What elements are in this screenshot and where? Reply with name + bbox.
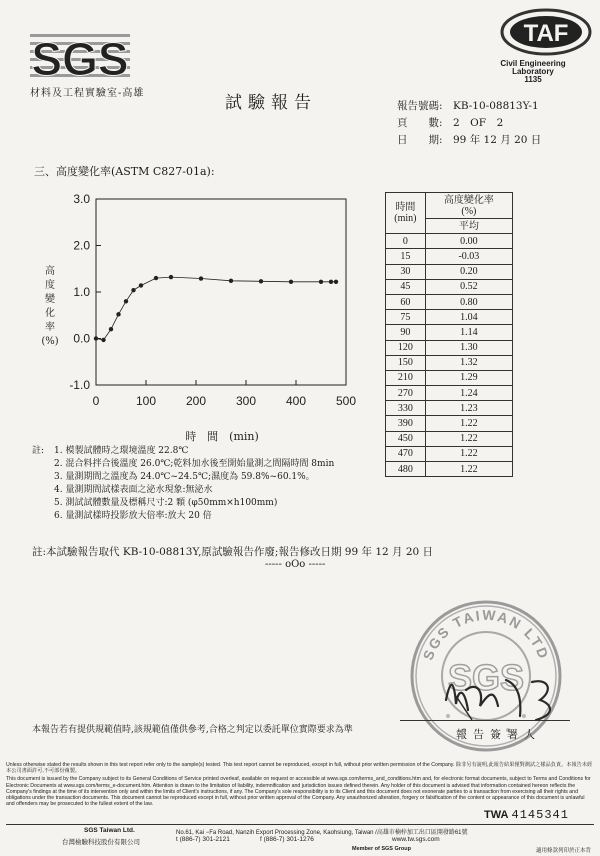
fine-print-results: Unless otherwise stated the results shown in this test report refer only to the sample(s) tested. This test report cannot be reproduced, except in full, without prior written permission of the Company. 除非另有說明,此報告結果僅對測試之樣品負責。本報告未經本公司書面許可,不可部份複製。	[6, 762, 593, 775]
time-cell: 15	[386, 249, 426, 264]
end-marker: ----- oOo -----	[265, 559, 326, 570]
x-axis-label: 時 間 (min)	[185, 430, 259, 443]
data-point	[101, 338, 105, 342]
seal-ring-text: SGS TAIWAN LTD	[419, 606, 553, 663]
x-tick-label: 300	[235, 394, 257, 408]
table-row	[386, 264, 513, 279]
seal-center-text: SGS	[447, 657, 525, 698]
time-cell: 480	[386, 462, 426, 477]
time-cell: 75	[386, 310, 426, 325]
y-axis-label-char: 度	[45, 280, 55, 291]
table-row	[386, 355, 513, 370]
time-cell: 30	[386, 264, 426, 279]
rate-cell: 0.52	[425, 279, 512, 294]
y-axis-label-char: 化	[45, 308, 55, 319]
header-time-label: 時間	[395, 202, 416, 214]
data-point	[116, 312, 120, 316]
height-change-table	[385, 192, 513, 477]
rate-cell: 1.24	[425, 386, 512, 401]
header-time	[386, 193, 426, 234]
y-axis-label	[41, 264, 58, 347]
lab-name: 材料及工程實驗室-高雄	[30, 88, 145, 99]
rate-cell: 1.32	[425, 355, 512, 370]
y-tick-label: 1.0	[73, 285, 90, 299]
rate-cell: 0.00	[425, 234, 512, 249]
sgs-logo-text: SGS	[31, 33, 129, 82]
table-row	[386, 294, 513, 309]
data-point	[169, 275, 173, 279]
company-address: No.61, Kai −Fa Road, Nanzih Export Processing Zone, Kaohsiung, Taiwan /高雄市楠梓加工出口區開發路61號	[176, 830, 468, 836]
accreditation-line-2: Laboratory	[512, 67, 554, 76]
table-row	[386, 325, 513, 340]
replacement-remark: 註:本試驗報告取代 KB-10-08813Y,原試驗報告作廢;報告修改日期 99 年 12 月 20 日	[32, 546, 434, 558]
note-item: 2. 混合料拌合後溫度 26.0℃;乾料加水後至開始量測之間隔時間 8min	[54, 459, 335, 469]
rate-cell: 1.29	[425, 370, 512, 385]
data-point	[289, 280, 293, 284]
time-cell: 470	[386, 446, 426, 461]
fine-print	[6, 762, 594, 809]
data-point	[109, 327, 113, 331]
data-point	[334, 280, 338, 284]
taf-logo	[500, 6, 592, 62]
page-value: 2 OF 2	[453, 117, 504, 129]
x-tick-label: 400	[285, 394, 307, 408]
header-rate-label: 高度變化率	[443, 194, 494, 206]
rate-cell: 1.14	[425, 325, 512, 340]
y-axis-label-char: 變	[45, 294, 55, 305]
time-cell: 45	[386, 279, 426, 294]
x-tick-label: 200	[185, 394, 207, 408]
taf-logo-text: TAF	[523, 20, 569, 47]
signature-line	[400, 720, 570, 721]
time-cell: 90	[386, 325, 426, 340]
note-item: 4. 量測期間試樣表面之泌水現象:無泌水	[54, 485, 213, 495]
data-point	[319, 280, 323, 284]
company-tel: t (886-7) 301-2121	[176, 836, 230, 843]
serial-prefix: TWA	[484, 809, 509, 821]
x-tick-label: 500	[335, 394, 357, 408]
accreditation-line-3: 1135	[524, 75, 542, 84]
table-row	[386, 446, 513, 461]
svg-text:SGS TAIWAN LTD	[420, 607, 553, 663]
date-value: 99 年 12 月 20 日	[453, 134, 542, 146]
section-title: 三、高度變化率(ASTM C827-01a):	[34, 165, 215, 178]
table-row	[386, 249, 513, 264]
table-row	[386, 234, 513, 249]
header-rate-unit: (%)	[461, 205, 477, 217]
time-cell: 150	[386, 355, 426, 370]
company-name-zh: 台灣檢驗科技股份有限公司	[62, 839, 140, 846]
data-point	[154, 276, 158, 280]
data-point	[124, 299, 128, 303]
rate-cell: 1.22	[425, 462, 512, 477]
header-avg: 平均	[425, 219, 512, 234]
rate-cell: 0.20	[425, 264, 512, 279]
y-tick-label: 3.0	[73, 192, 90, 206]
accreditation-line-1: Civil Engineering	[500, 59, 566, 68]
time-cell: 270	[386, 386, 426, 401]
x-tick-label: 0	[92, 394, 100, 408]
member-of-group: Member of SGS Group	[352, 846, 411, 852]
time-cell: 210	[386, 370, 426, 385]
table-row	[386, 340, 513, 355]
header-time-unit: (min)	[394, 213, 417, 225]
company-website: www.tw.sgs.com	[392, 836, 440, 843]
rate-cell: 0.80	[425, 294, 512, 309]
page-label: 頁 數:	[397, 117, 443, 129]
copy-note: 適用條款列印於正本背	[536, 848, 592, 854]
rate-cell: 1.22	[425, 446, 512, 461]
serial-number	[484, 808, 569, 822]
data-point	[139, 283, 143, 287]
note-item: 3. 量測期間之溫度為 24.0℃~24.5℃;濕度為 59.8%~60.1%。	[54, 472, 315, 482]
reference-note: 本報告若有提供規範值時,該規範值僅供參考,合格之判定以委託單位實際要求為準	[32, 725, 353, 735]
height-change-chart	[22, 186, 362, 446]
report-no-label: 報告號碼:	[397, 100, 443, 112]
report-meta	[397, 98, 541, 149]
time-cell: 450	[386, 431, 426, 446]
company-fax: f (886-7) 301-1276	[260, 836, 314, 843]
time-cell: 60	[386, 294, 426, 309]
report-title: 試驗報告	[225, 93, 317, 113]
company-name-en: SGS Taiwan Ltd.	[84, 827, 135, 834]
table-row	[386, 386, 513, 401]
data-point	[131, 288, 135, 292]
table-row	[386, 431, 513, 446]
table-row	[386, 462, 513, 477]
data-point	[94, 336, 98, 340]
rate-cell: 1.22	[425, 416, 512, 431]
serial-value: 4145341	[511, 808, 569, 822]
time-cell: 330	[386, 401, 426, 416]
data-point	[199, 276, 203, 280]
note-item: 5. 測試試體數量及標稱尺寸:2 顆 (φ50mm×h100mm)	[54, 498, 278, 508]
rate-cell: 1.30	[425, 340, 512, 355]
table-row	[386, 370, 513, 385]
table-row	[386, 279, 513, 294]
time-cell: 390	[386, 416, 426, 431]
y-tick-label: 0.0	[73, 331, 90, 346]
date-label: 日 期:	[397, 134, 443, 146]
y-axis-label-char: 高	[45, 266, 55, 277]
note-item: 1. 模製試體時之環境溫度 22.8℃	[54, 446, 189, 456]
header-rate	[425, 193, 512, 219]
data-point	[259, 279, 263, 283]
sgs-logo	[30, 30, 130, 82]
rate-cell: 1.22	[425, 431, 512, 446]
time-cell: 0	[386, 234, 426, 249]
table-row	[386, 416, 513, 431]
rate-cell: -0.03	[425, 249, 512, 264]
y-axis-label-char: (%)	[41, 336, 59, 347]
signer-label: 報告簽署人	[456, 728, 541, 741]
y-tick-label: -1.0	[69, 378, 90, 392]
report-no: KB-10-08813Y-1	[453, 100, 539, 112]
rate-cell: 1.04	[425, 310, 512, 325]
data-point	[229, 279, 233, 283]
rate-cell: 1.23	[425, 401, 512, 416]
y-axis-label-char: 率	[45, 322, 55, 333]
notes-prefix: 註:	[32, 446, 45, 456]
table-row	[386, 310, 513, 325]
footer-rule	[6, 824, 594, 825]
y-tick-label: 2.0	[73, 238, 90, 253]
table-row	[386, 401, 513, 416]
data-point	[329, 280, 333, 284]
x-tick-label: 100	[135, 394, 157, 408]
note-item: 6. 量測試樣時投影放大倍率:放大 20 倍	[54, 511, 212, 521]
notes	[32, 445, 334, 523]
fine-print-conditions: This document is issued by the Company subject to its General Conditions of Service printed overleaf, available on request or accessible at www.sgs.com/terms_and_conditions.htm and, for electronic format documents, subject to Terms and Conditions for Electronic Documents at www.sgs.com/terms_e-document.htm. Attention is drawn to the limitation of liability, indemnification and jurisdiction issues defined therein. Any holder of this document is advised that information contained hereon reflects the Company's findings at the time of its intervention only and within the limits of Client's instructions, if any. The Company's sole responsibility is to its Client and this document does not exonerate parties to a transaction from exercising all their rights and obligations under the transaction documents. This document cannot be reproduced except in full, without prior written approval of the Company. Any unauthorized alteration, forgery or falsification of the content or appearance of this document is unlawful and offenders may be prosecuted to the fullest extent of the law.	[6, 776, 591, 808]
time-cell: 120	[386, 340, 426, 355]
